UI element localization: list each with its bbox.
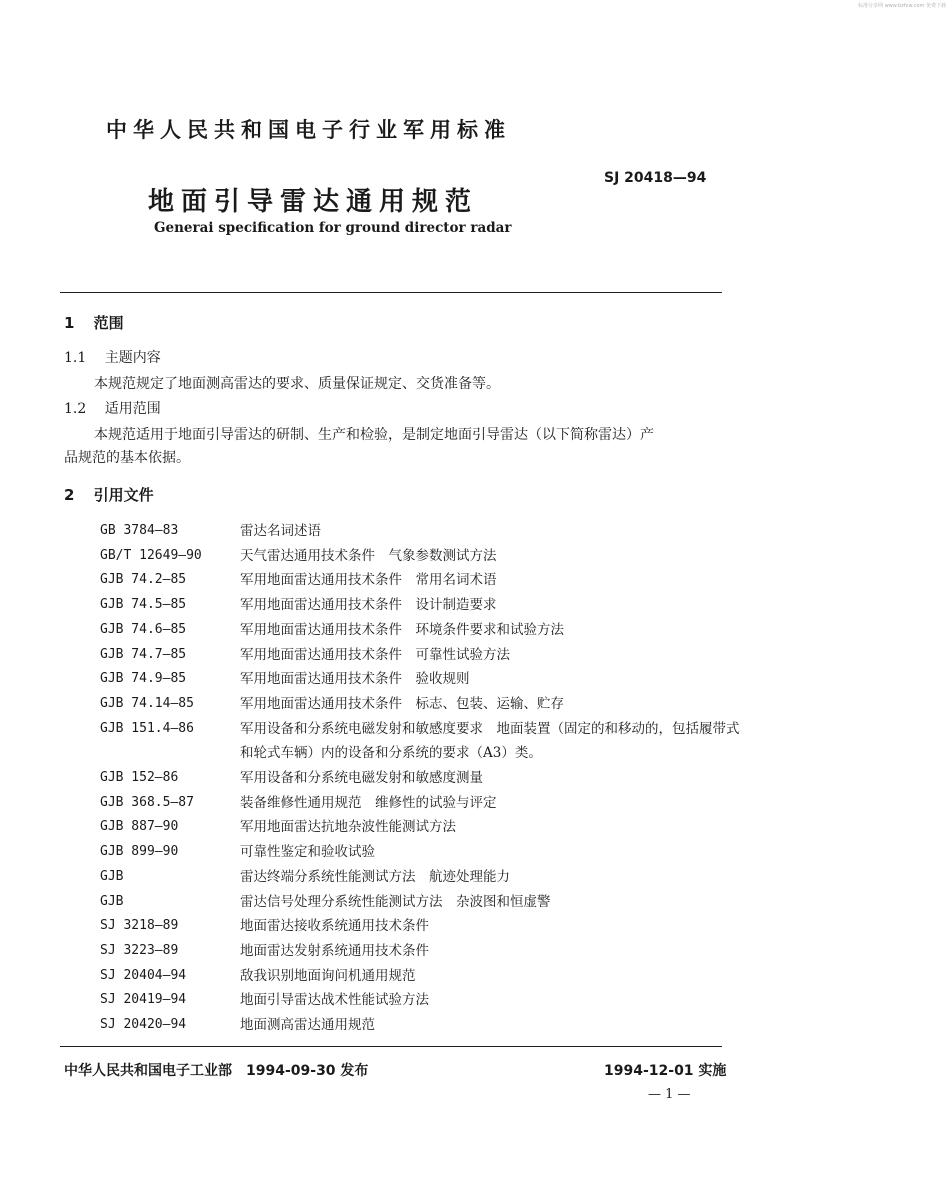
reference-row xyxy=(100,791,740,816)
section-1-1-heading xyxy=(64,347,161,367)
reference-title: 军用设备和分系统电磁发射和敏感度测量 xyxy=(240,770,483,787)
reference-row xyxy=(100,865,740,890)
reference-code: GJB 899—90 xyxy=(100,844,179,860)
section-1-2-heading xyxy=(64,398,161,418)
standard-number: SJ 20418—94 xyxy=(604,170,707,186)
reference-code: SJ 20404—94 xyxy=(100,967,187,983)
header-divider xyxy=(60,292,722,293)
reference-row xyxy=(100,939,740,964)
reference-code: SJ 20420—94 xyxy=(100,1017,187,1033)
page-number: — 1 — xyxy=(648,1087,691,1102)
reference-code: SJ 3223—89 xyxy=(100,942,179,958)
reference-row xyxy=(100,667,740,692)
reference-code: GB 3784—83 xyxy=(100,523,179,538)
reference-row xyxy=(100,692,740,717)
reference-title: 可靠性鉴定和验收试验 xyxy=(240,844,375,861)
section-1-heading xyxy=(64,312,124,333)
reference-list xyxy=(100,519,740,1038)
effective-date: 1994-12-01 实施 xyxy=(604,1063,727,1079)
reference-row xyxy=(100,717,740,766)
reference-code: GJB 74.14—85 xyxy=(100,695,194,711)
reference-title: 装备维修性通用规范 维修性的试验与评定 xyxy=(240,794,497,811)
section-title: 主题内容 xyxy=(104,350,161,366)
reference-row xyxy=(100,840,740,865)
reference-row xyxy=(100,643,740,668)
reference-row xyxy=(100,593,740,618)
reference-code: SJ 20419—94 xyxy=(100,992,187,1008)
reference-row xyxy=(100,988,740,1013)
reference-title: 地面雷达发射系统通用技术条件 xyxy=(240,942,429,959)
reference-code: GJB 151.4—86 xyxy=(100,720,194,736)
org-title: 中华人民共和国电子行业军用标准 xyxy=(106,118,511,142)
reference-row xyxy=(100,890,740,915)
reference-title: 军用地面雷达通用技术条件 设计制造要求 xyxy=(240,597,497,614)
footer-divider xyxy=(60,1046,722,1047)
reference-code: GJB 152—86 xyxy=(100,770,179,786)
reference-row xyxy=(100,1013,740,1038)
section-1-1-text: 本规范规定了地面测高雷达的要求、质量保证规定、交货准备等。 xyxy=(94,376,500,392)
section-1-2-text-line2: 品规范的基本依据。 xyxy=(64,450,190,466)
reference-title: 天气雷达通用技术条件 气象参数测试方法 xyxy=(240,547,497,564)
reference-row xyxy=(100,964,740,989)
reference-code: GJB 368.5—87 xyxy=(100,794,194,810)
reference-code: GJB xyxy=(100,893,124,909)
reference-code: GJB 74.9—85 xyxy=(100,671,187,687)
reference-title: 敌我识别地面询问机通用规范 xyxy=(240,967,416,984)
watermark: 标准分享网 www.bzfxw.com 免费下载 xyxy=(858,3,946,9)
reference-title: 雷达信号处理分系统性能测试方法 杂波图和恒虚警 xyxy=(240,893,551,910)
section-title: 适用范围 xyxy=(104,401,161,417)
section-title: 引用文件 xyxy=(93,486,154,504)
reference-row xyxy=(100,519,740,544)
reference-code: SJ 3218—89 xyxy=(100,918,179,934)
reference-code: GJB 74.2—85 xyxy=(100,572,187,588)
reference-title: 军用地面雷达抗地杂波性能测试方法 xyxy=(240,819,456,836)
reference-title: 军用地面雷达通用技术条件 标志、包装、运输、贮存 xyxy=(240,695,564,712)
reference-code: GJB 74.7—85 xyxy=(100,646,187,662)
section-2-heading xyxy=(64,484,154,505)
english-title: Generai specification for ground director radar xyxy=(154,220,512,236)
reference-row xyxy=(100,568,740,593)
issuer-line: 中华人民共和国电子工业部 1994-09-30 发布 xyxy=(64,1063,369,1079)
reference-code: GJB 887—90 xyxy=(100,819,179,835)
reference-row xyxy=(100,914,740,939)
reference-row xyxy=(100,766,740,791)
reference-title: 军用地面雷达通用技术条件 验收规则 xyxy=(240,671,470,688)
reference-title: 地面雷达接收系统通用技术条件 xyxy=(240,918,429,935)
document-title: 地面引导雷达通用规范 xyxy=(148,187,479,217)
reference-code: GJB 74.5—85 xyxy=(100,597,187,613)
section-number: 1.2 xyxy=(64,401,87,417)
reference-row xyxy=(100,544,740,569)
section-number: 1 xyxy=(64,314,75,332)
reference-code: GB/T 12649—90 xyxy=(100,547,202,563)
section-number: 1.1 xyxy=(64,350,87,366)
reference-title: 军用地面雷达通用技术条件 常用名词术语 xyxy=(240,572,497,589)
reference-title: 地面测高雷达通用规范 xyxy=(240,1017,375,1034)
reference-title: 雷达名词述语 xyxy=(240,523,321,539)
reference-title: 雷达终端分系统性能测试方法 航迹处理能力 xyxy=(240,868,510,885)
reference-code: GJB xyxy=(100,868,124,884)
section-1-2-text-line1: 本规范适用于地面引导雷达的研制、生产和检验，是制定地面引导雷达（以下简称雷达）产 xyxy=(94,427,654,443)
reference-title: 地面引导雷达战术性能试验方法 xyxy=(240,992,429,1009)
reference-code: GJB 74.6—85 xyxy=(100,621,187,637)
section-title: 范围 xyxy=(93,314,124,332)
section-number: 2 xyxy=(64,486,75,504)
reference-title: 军用地面雷达通用技术条件 环境条件要求和试验方法 xyxy=(240,621,564,638)
reference-row xyxy=(100,618,740,643)
reference-title: 军用地面雷达通用技术条件 可靠性试验方法 xyxy=(240,646,510,663)
reference-row xyxy=(100,815,740,840)
reference-title: 军用设备和分系统电磁发射和敏感度要求 地面装置（固定的和移动的，包括履带式和轮式车辆）内的设备和分系统的要求（A3）类。 xyxy=(240,720,740,762)
